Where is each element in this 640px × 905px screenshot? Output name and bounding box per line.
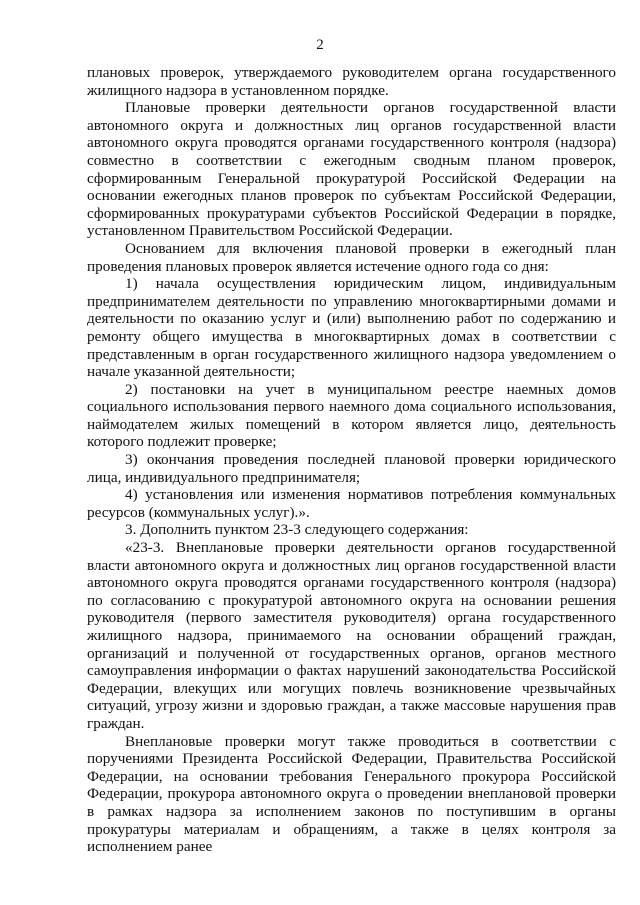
list-item-3: 3) окончания проведения последней плановой проверки юридического лица, индивидуального предпринимателя; (87, 451, 616, 486)
paragraph-continuation: плановых проверок, утверждаемого руководителем органа государственного жилищного надзора в установленном порядке. (87, 64, 616, 99)
paragraph-inclusion-basis: Основанием для включения плановой проверки в ежегодный план проведения плановых проверок является истечение одного года со дня: (87, 239, 616, 275)
paragraph-clause-23-3: «23-3. Внеплановые проверки деятельности органов государственной власти автономного округа и должностных лиц органов государственной власти автономного округа проводятся органами государственного контроля (надзора) по согласованию с прокуратурой автономного округа на основании решения руководителя (первого заместителя руководителя) органа государственного жилищного надзора, принимаемого на основании обращений граждан, организаций и полученной от государственных органов, органов местного самоуправления информации о фактах нарушений законодательства Российской Федерации, влекущих или могущих повлечь возникновение чрезвычайных ситуаций, угрозу жизни и здоровью граждан, а также массовые нарушения прав граждан. (87, 539, 616, 732)
paragraph-planned-inspections: Плановые проверки деятельности органов государственной власти автономного округа и должностных лиц органов государственной власти автономного округа проводятся органами государственного контроля (надзора) совместно в соответствии с ежегодным сводным планом проверок, сформированным Генеральной прокуратурой Российской Федерации на основании ежегодных планов проверок по субъектам Российской Федерации, сформированных прокуратурами субъектов Российской Федерации в порядке, установленном Правительством Российской Федерации. (87, 99, 616, 240)
list-item-1: 1) начала осуществления юридическим лицом, индивидуальным предпринимателем деятельности по управлению многоквартирными домами и деятельности по оказанию услуг и (или) выполнению работ по содержанию и ремонту общего имущества в многоквартирных домах в соответствии с представленным в орган государственного жилищного надзора уведомлением о начале указанной деятельности; (87, 275, 616, 381)
page-number: 2 (316, 37, 324, 53)
list-item-2: 2) постановки на учет в муниципальном реестре наемных домов социального использования первого наемного дома социального использования, наймодателем жилых помещений в котором является лицо, деятельность которого подлежит проверке; (87, 380, 616, 451)
paragraph-unscheduled-inspections: Внеплановые проверки могут также проводиться в соответствии с поручениями Президента Российской Федерации, Правительства Российской Федерации, на основании требования Генерального прокурора Российской Федерации, прокурора автономного округа о проведении внеплановой проверки в рамках надзора за исполнением законов по поступившим в органы прокуратуры материалам и обращениям, а также в целях контроля за исполнением ранее (87, 732, 616, 856)
paragraph-amendment-3: 3. Дополнить пунктом 23-3 следующего содержания: (125, 521, 469, 539)
list-item-4: 4) установления или изменения нормативов потребления коммунальных ресурсов (коммунальных услуг).». (87, 486, 616, 521)
document-body (87, 64, 616, 856)
